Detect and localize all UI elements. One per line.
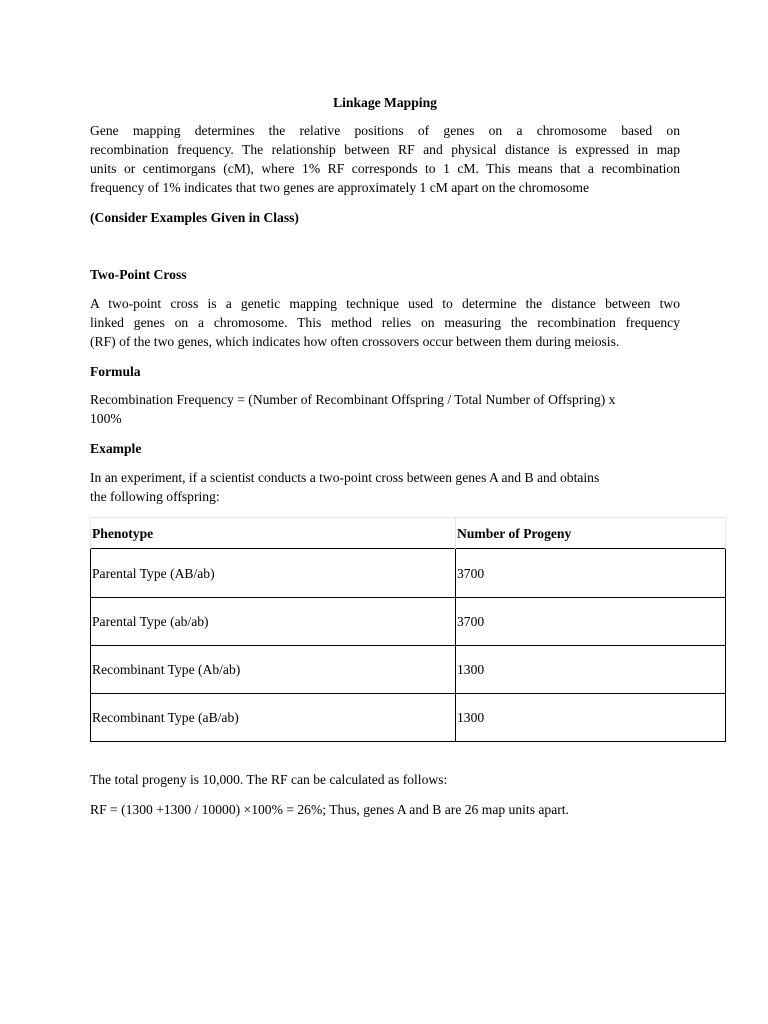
two-point-paragraph — [90, 294, 680, 351]
two-point-line: (RF) of the two genes, which indicates how often crossovers occur between them during meiosis. — [90, 334, 620, 349]
table-cell-progeny: 3700 — [456, 549, 726, 598]
two-point-heading: Two-Point Cross — [90, 267, 187, 282]
table-row — [91, 646, 726, 694]
progeny-table — [90, 517, 726, 742]
table-cell-phenotype: Recombinant Type (aB/ab) — [91, 694, 456, 742]
example-text — [90, 468, 680, 506]
two-point-line: linked genes on a chromosome. This method relies on measuring the recombination frequency — [90, 315, 680, 330]
table-cell-progeny: 3700 — [456, 598, 726, 646]
table-row — [91, 598, 726, 646]
intro-paragraph — [90, 121, 680, 197]
table-cell-progeny: 1300 — [456, 646, 726, 694]
formula-line: 100% — [90, 411, 122, 426]
total-progeny-text: The total progeny is 10,000. The RF can be calculated as follows: — [90, 772, 448, 787]
intro-line: frequency of 1% indicates that two genes are approximately 1 cM apart on the chromosome — [90, 180, 590, 195]
two-point-line: A two-point cross is a genetic mapping technique used to determine the distance between two — [90, 296, 680, 311]
consider-note: (Consider Examples Given in Class) — [90, 210, 299, 225]
formula-heading: Formula — [90, 364, 141, 379]
intro-line: Gene mapping determines the relative positions of genes on a chromosome based on — [90, 123, 680, 138]
rf-calculation-text: RF = (1300 +1300 / 10000) ×100% = 26%; Thus, genes A and B are 26 map units apart. — [90, 802, 569, 817]
example-line: In an experiment, if a scientist conducts a two-point cross between genes A and B and obtains — [90, 470, 600, 485]
example-line: the following offspring: — [90, 489, 220, 504]
table-row — [91, 549, 726, 598]
table-header-progeny: Number of Progeny — [456, 518, 726, 549]
formula-text — [90, 390, 680, 428]
table-cell-phenotype: Recombinant Type (Ab/ab) — [91, 646, 456, 694]
formula-line: Recombination Frequency = (Number of Recombinant Offspring / Total Number of Offspring) x — [90, 392, 616, 407]
example-heading: Example — [90, 441, 142, 456]
intro-line: units or centimorgans (cM), where 1% RF corresponds to 1 cM. This means that a recombination — [90, 161, 680, 176]
intro-line: recombination frequency. The relationship between RF and physical distance is expressed in map — [90, 142, 680, 157]
table-header-phenotype: Phenotype — [91, 518, 456, 549]
table-cell-phenotype: Parental Type (ab/ab) — [91, 598, 456, 646]
table-cell-phenotype: Parental Type (AB/ab) — [91, 549, 456, 598]
table-cell-progeny: 1300 — [456, 694, 726, 742]
table-header-row — [91, 518, 726, 549]
page-title: Linkage Mapping — [333, 95, 437, 110]
table-row — [91, 694, 726, 742]
